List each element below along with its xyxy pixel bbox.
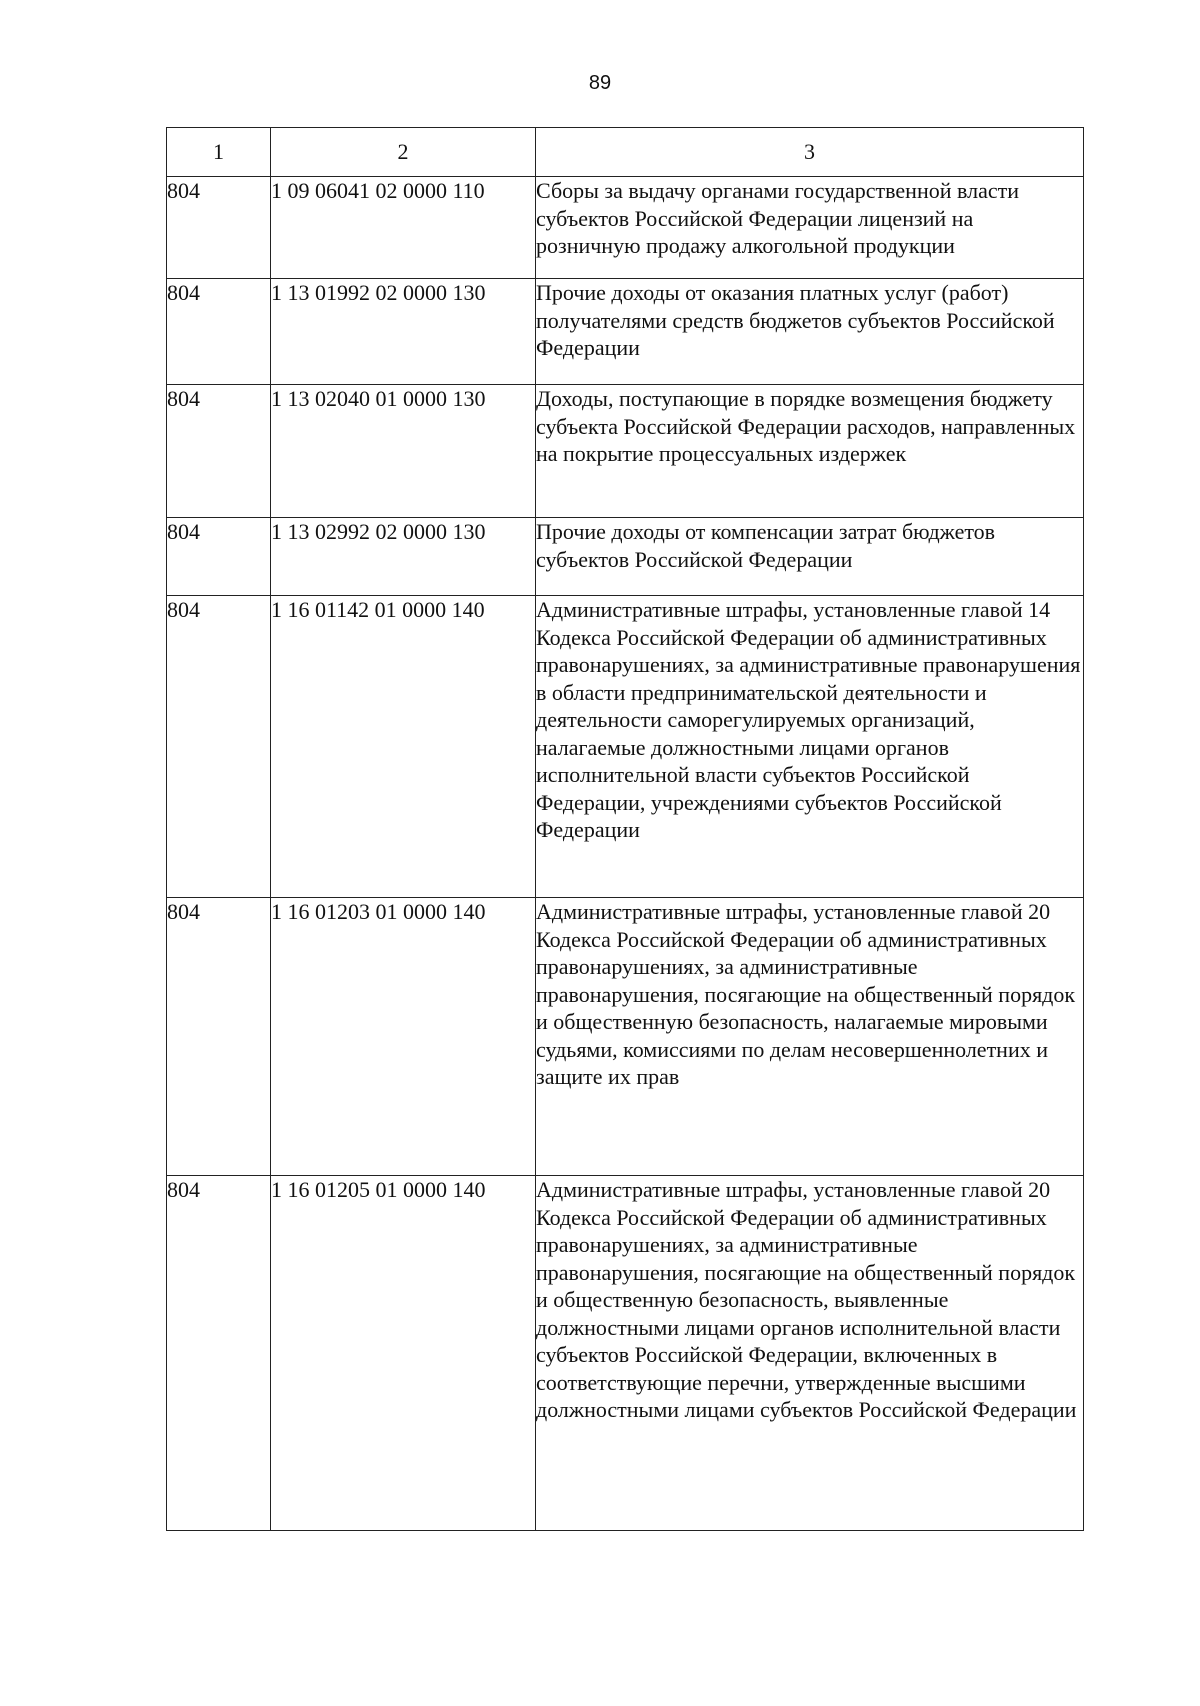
page-number: 89 [588, 72, 612, 94]
table-row [167, 1176, 1084, 1531]
description-cell: Административные штрафы, установленные главой 14 Кодекса Российской Федерации об административных правонарушениях, за административные правонарушения в области предпринимательской деятельности и деятельности саморегулируемых организаций, налагаемые должностными лицами органов исполнительной власти субъектов Российской Федерации, учреждениями субъектов Российской Федерации [536, 596, 1084, 898]
table-row [167, 518, 1084, 596]
admin-code-cell: 804 [167, 1176, 271, 1531]
admin-code-cell: 804 [167, 177, 271, 279]
table-row [167, 279, 1084, 385]
admin-code-cell: 804 [167, 596, 271, 898]
column-header-2: 2 [271, 128, 536, 177]
description-cell: Административные штрафы, установленные главой 20 Кодекса Российской Федерации об административных правонарушениях, за административные правонарушения, посягающие на общественный порядок и общественную безопасность, налагаемые мировыми судьями, комиссиями по делам несовершеннолетних и защите их прав [536, 898, 1084, 1176]
revenue-code-cell: 1 16 01203 01 0000 140 [271, 898, 536, 1176]
revenue-code-cell: 1 16 01142 01 0000 140 [271, 596, 536, 898]
column-header-1: 1 [167, 128, 271, 177]
revenue-code-cell: 1 09 06041 02 0000 110 [271, 177, 536, 279]
description-cell: Прочие доходы от компенсации затрат бюджетов субъектов Российской Федерации [536, 518, 1084, 596]
revenue-code-cell: 1 13 02992 02 0000 130 [271, 518, 536, 596]
revenue-code-cell: 1 13 01992 02 0000 130 [271, 279, 536, 385]
description-cell: Сборы за выдачу органами государственной власти субъектов Российской Федерации лицензий на розничную продажу алкогольной продукции [536, 177, 1084, 279]
revenue-codes-table [166, 127, 1084, 1531]
revenue-code-cell: 1 16 01205 01 0000 140 [271, 1176, 536, 1531]
revenue-code-cell: 1 13 02040 01 0000 130 [271, 385, 536, 518]
admin-code-cell: 804 [167, 279, 271, 385]
description-cell: Доходы, поступающие в порядке возмещения бюджету субъекта Российской Федерации расходов, направленных на покрытие процессуальных издержек [536, 385, 1084, 518]
table-row [167, 898, 1084, 1176]
description-cell: Прочие доходы от оказания платных услуг (работ) получателями средств бюджетов субъектов Российской Федерации [536, 279, 1084, 385]
table-row [167, 596, 1084, 898]
admin-code-cell: 804 [167, 385, 271, 518]
table-row [167, 177, 1084, 279]
table-header-row [167, 128, 1084, 177]
admin-code-cell: 804 [167, 518, 271, 596]
description-cell: Административные штрафы, установленные главой 20 Кодекса Российской Федерации об административных правонарушениях, за административные правонарушения, посягающие на общественный порядок и общественную безопасность, выявленные должностными лицами органов исполнительной власти субъектов Российской Федерации, включенных в соответствующие перечни, утвержденные высшими должностными лицами субъектов Российской Федерации [536, 1176, 1084, 1531]
admin-code-cell: 804 [167, 898, 271, 1176]
column-header-3: 3 [536, 128, 1084, 177]
table-row [167, 385, 1084, 518]
